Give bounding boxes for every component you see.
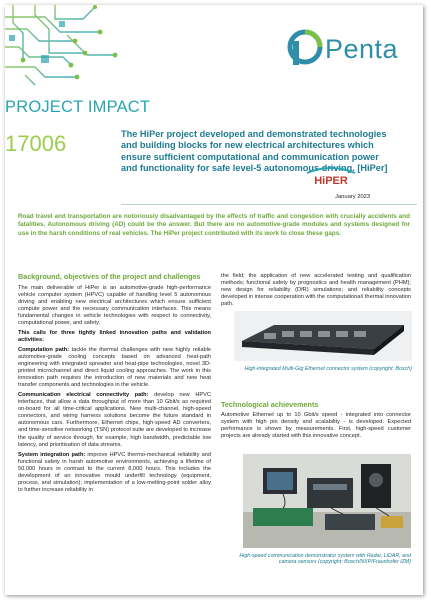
paragraph: The main deliverable of HiPer is an automotive-grade high-performance vehicle computer system (HPVC) capable of handling level 5 autonomous driving and enabling new electrical architectures which ensure sufficient compute power and the necessary communication interfaces. This means fundamental changes in vehicle technologies with respect to connectivity, computational power, and safety.: [18, 284, 211, 326]
paragraph: Automotive Ethernet up to 10 Gbit/s speed - integrated into connector system with high pin density and scalability - is developed. Expected performance is shown by measurements. First, high-speed customer projects are already started with this innovative concept.: [221, 412, 411, 440]
paragraph: Computation path: tackle the thermal challenges with new highly reliable automotive-grade cooling concepts based on advanced heat-path engineering with integrated spreader and heat-pipe technologies, novel 3D-printed microchannel and direct liquid cooling approaches. The work in this innovation path requires the introduction of new materials and new heat transfer components and technologies in the vehicle.: [18, 346, 211, 389]
page-title: PROJECT IMPACT: [5, 98, 151, 116]
connector-system-photo: [234, 311, 412, 361]
document-page: [5, 5, 423, 595]
penta-logo: [285, 27, 405, 67]
section-heading-background: Background, objectives of the project and challenges: [18, 272, 201, 281]
section-heading-achievements: Technological achievements: [221, 400, 319, 409]
left-column: [18, 273, 211, 497]
paragraph-bold: This calls for three tightly linked innovation paths and validation activities:: [18, 329, 211, 343]
right-column-top: [221, 273, 411, 311]
project-id: 17006: [5, 131, 67, 156]
demonstrator-system-photo: [243, 454, 411, 548]
right-column-bottom: [221, 412, 411, 443]
paragraph: Communication electrical connectivity path: develop new HPVC interfaces, that allow a data throughput of more than 10 Gbit/s as required on-board for all time-critical applications. New multi-channel, high-speed connectors, and wiring harness solutions become the future standard in autonomous cars. Furthermore, Ethernet chips, high-speed AD converters, and time-sensitive networking (TSN) protocol suite are developed to increase the quality of service through, for example, high bandwidth, predictable low latency, and prioritisation of data streams.: [18, 392, 211, 448]
hiper-logo: [301, 165, 361, 187]
circuit-pattern-art: [5, 5, 135, 87]
hiper-logo-text: HiPER: [314, 175, 348, 187]
penta-logo-mark-icon: [285, 27, 325, 67]
paragraph-lead: Computation path:: [18, 346, 70, 353]
penta-logo-text: Penta: [325, 34, 399, 64]
paragraph: the field; the application of new accelerated testing and qualification methods; functional safety by prognostics and health management (PHM); new design for reliability (DfR) simulations; and reliability concepts developed in intense cooperation with the computational/ thermal innovation path.: [221, 273, 411, 308]
paragraph-lead: Communication electrical connectivity path:: [18, 392, 149, 399]
paragraph-lead: System integration path:: [18, 451, 86, 458]
divider: [121, 204, 417, 205]
figure-caption-2: High-speed communication demonstrator system with Radar, LiDAR, and camera sensors (copyright: Bosch/NXP/Fraunhofer IZM): [239, 553, 411, 566]
lead-summary: The HiPer project developed and demonstrated technologies and building blocks for new electrical architectures which ensure sufficient computational and communication power and functionality for safe level-5 autonomous driving. [HiPer]: [121, 129, 388, 174]
intro-paragraph: Road travel and transportation are notoriously disadvantaged by the effects of traffic and congestion with crucially accidents and fatalities. Autonomous driving (AD) could be the answer. But there are no automotive-grade modules and systems designed for use in the harsh conditions of real vehicles. The HiPer project contributed with its work to close these gaps.: [18, 213, 410, 237]
figure-caption-1: High-integrated Multi-Gig Ethernet connector system (copyright: Bosch): [244, 366, 412, 372]
paragraph: System integration path: improve HPVC thermo-mechanical reliability and functional safety in harsh automotive environments, achieving a lifetime of 50,000 hours in contrast to the current 8,000 hours. This includes the development of an innovative mould underfill technology (equipment, process, and simulation); implementation of a low-melting-point solder alloy to further increase reliability in: [18, 451, 211, 493]
publication-date: January 2023: [335, 194, 371, 200]
